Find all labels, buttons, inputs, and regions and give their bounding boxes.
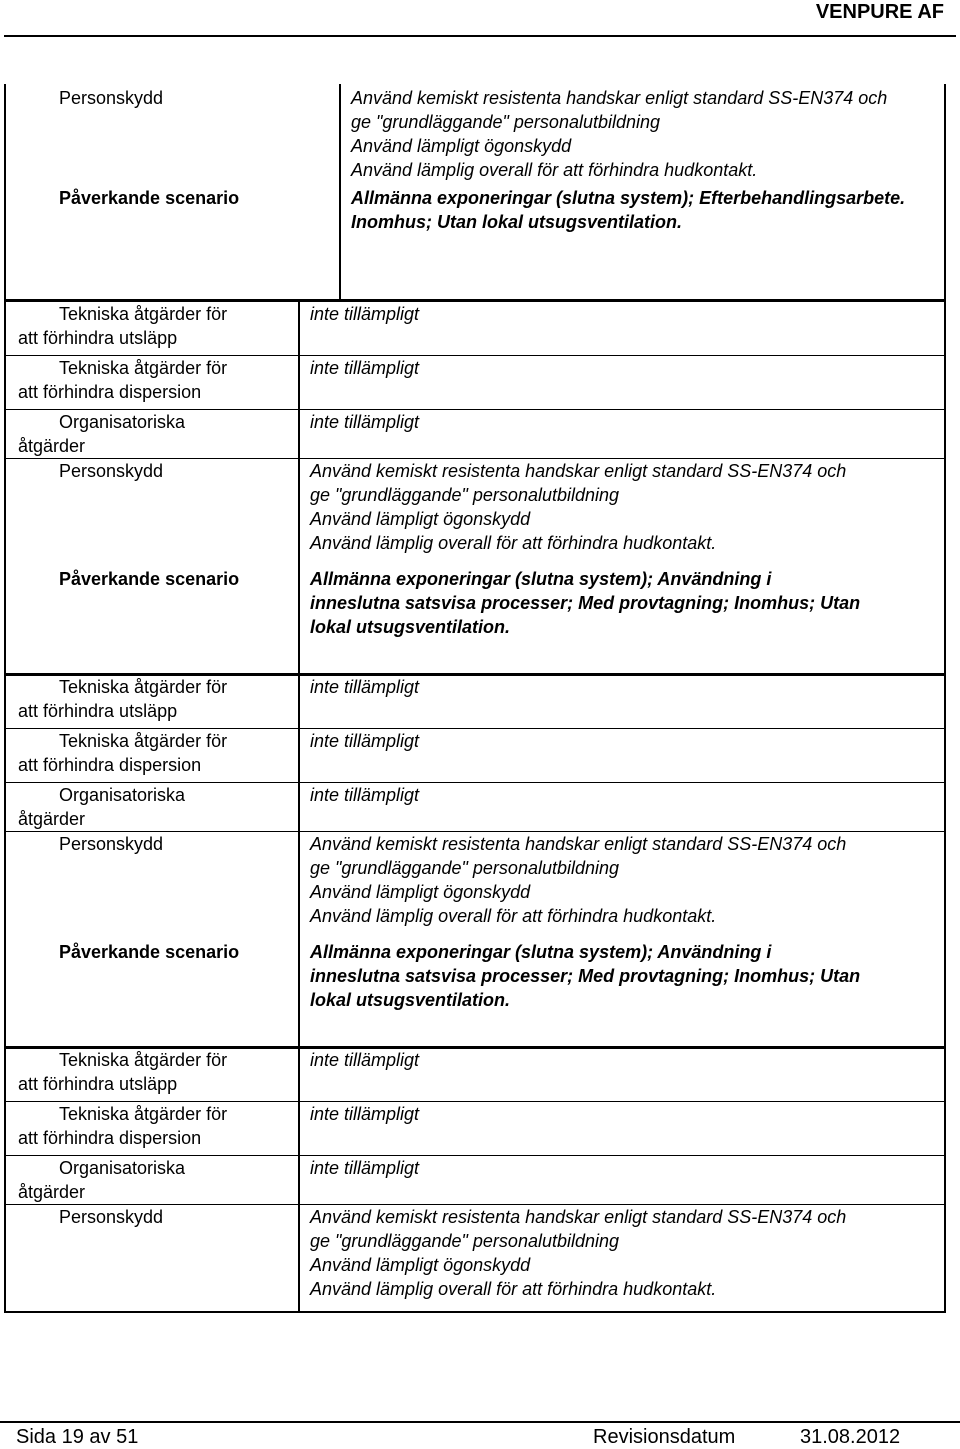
value-tech-release: inte tillämpligt bbox=[299, 1047, 945, 1101]
value-tech-release: inte tillämpligt bbox=[299, 674, 945, 728]
sds-block-1 bbox=[4, 84, 946, 301]
label-organisational: Organisatoriska åtgärder bbox=[5, 1155, 299, 1204]
label-personal-protection: Personskydd bbox=[5, 84, 340, 186]
brand-name: VENPURE AF bbox=[815, 1, 944, 23]
value-organisational: inte tillämpligt bbox=[299, 1155, 945, 1204]
header-rule bbox=[4, 35, 956, 37]
label-personal-protection: Personskydd bbox=[5, 458, 299, 567]
value-tech-dispersion: inte tillämpligt bbox=[299, 355, 945, 409]
ppe-text: Använd kemiskt resistenta handskar enligt standard SS-EN374 och ge "grundläggande" personalutbildning Använd lämpligt ögonskydd Använd lämplig overall för att förhindra hudkontakt. bbox=[299, 458, 945, 567]
label-tech-release: Tekniska åtgärder för att förhindra utsläpp bbox=[5, 1047, 299, 1101]
value-tech-dispersion: inte tillämpligt bbox=[299, 1101, 945, 1155]
value-organisational: inte tillämpligt bbox=[299, 782, 945, 831]
value-organisational: inte tillämpligt bbox=[299, 409, 945, 458]
scenario-title: Allmänna exponeringar (slutna system); Användning i inneslutna satsvisa processer; Med provtagning; Inomhus; Utan lokal utsugsventilation. bbox=[299, 940, 945, 1048]
ppe-text: Använd kemiskt resistenta handskar enligt standard SS-EN374 och ge "grundläggande" personalutbildning Använd lämpligt ögonskydd Använd lämplig overall för att förhindra hudkontakt. bbox=[340, 84, 945, 186]
label-contributing-scenario: Påverkande scenario bbox=[5, 567, 299, 675]
scenario-title: Allmänna exponeringar (slutna system); Efterbehandlingsarbete. Inomhus; Utan lokal utsugsventilation. bbox=[340, 186, 945, 300]
sds-block-4 bbox=[4, 1046, 946, 1313]
label-tech-dispersion: Tekniska åtgärder för att förhindra dispersion bbox=[5, 728, 299, 782]
label-tech-release: Tekniska åtgärder för att förhindra utsläpp bbox=[5, 301, 299, 355]
label-tech-dispersion: Tekniska åtgärder för att förhindra dispersion bbox=[5, 1101, 299, 1155]
sds-block-2 bbox=[4, 300, 946, 676]
value-tech-release: inte tillämpligt bbox=[299, 301, 945, 355]
value-tech-dispersion: inte tillämpligt bbox=[299, 728, 945, 782]
ppe-text: Använd kemiskt resistenta handskar enligt standard SS-EN374 och ge "grundläggande" personalutbildning Använd lämpligt ögonskydd Använd lämplig overall för att förhindra hudkontakt. bbox=[299, 1204, 945, 1312]
label-organisational: Organisatoriska åtgärder bbox=[5, 409, 299, 458]
revision-date: 31.08.2012 bbox=[800, 1426, 901, 1448]
label-organisational: Organisatoriska åtgärder bbox=[5, 782, 299, 831]
label-contributing-scenario: Påverkande scenario bbox=[5, 940, 299, 1048]
page-number: Sida 19 av 51 bbox=[16, 1426, 139, 1448]
page-footer bbox=[0, 1421, 960, 1448]
label-tech-release: Tekniska åtgärder för att förhindra utsläpp bbox=[5, 674, 299, 728]
label-personal-protection: Personskydd bbox=[5, 1204, 299, 1312]
label-tech-dispersion: Tekniska åtgärder för att förhindra dispersion bbox=[5, 355, 299, 409]
label-personal-protection: Personskydd bbox=[5, 831, 299, 940]
scenario-title: Allmänna exponeringar (slutna system); Användning i inneslutna satsvisa processer; Med provtagning; Inomhus; Utan lokal utsugsventilation. bbox=[299, 567, 945, 675]
revision-label: Revisionsdatum bbox=[593, 1426, 736, 1448]
ppe-text: Använd kemiskt resistenta handskar enligt standard SS-EN374 och ge "grundläggande" personalutbildning Använd lämpligt ögonskydd Använd lämplig overall för att förhindra hudkontakt. bbox=[299, 831, 945, 940]
sds-block-3 bbox=[4, 673, 946, 1049]
label-contributing-scenario: Påverkande scenario bbox=[5, 186, 340, 300]
